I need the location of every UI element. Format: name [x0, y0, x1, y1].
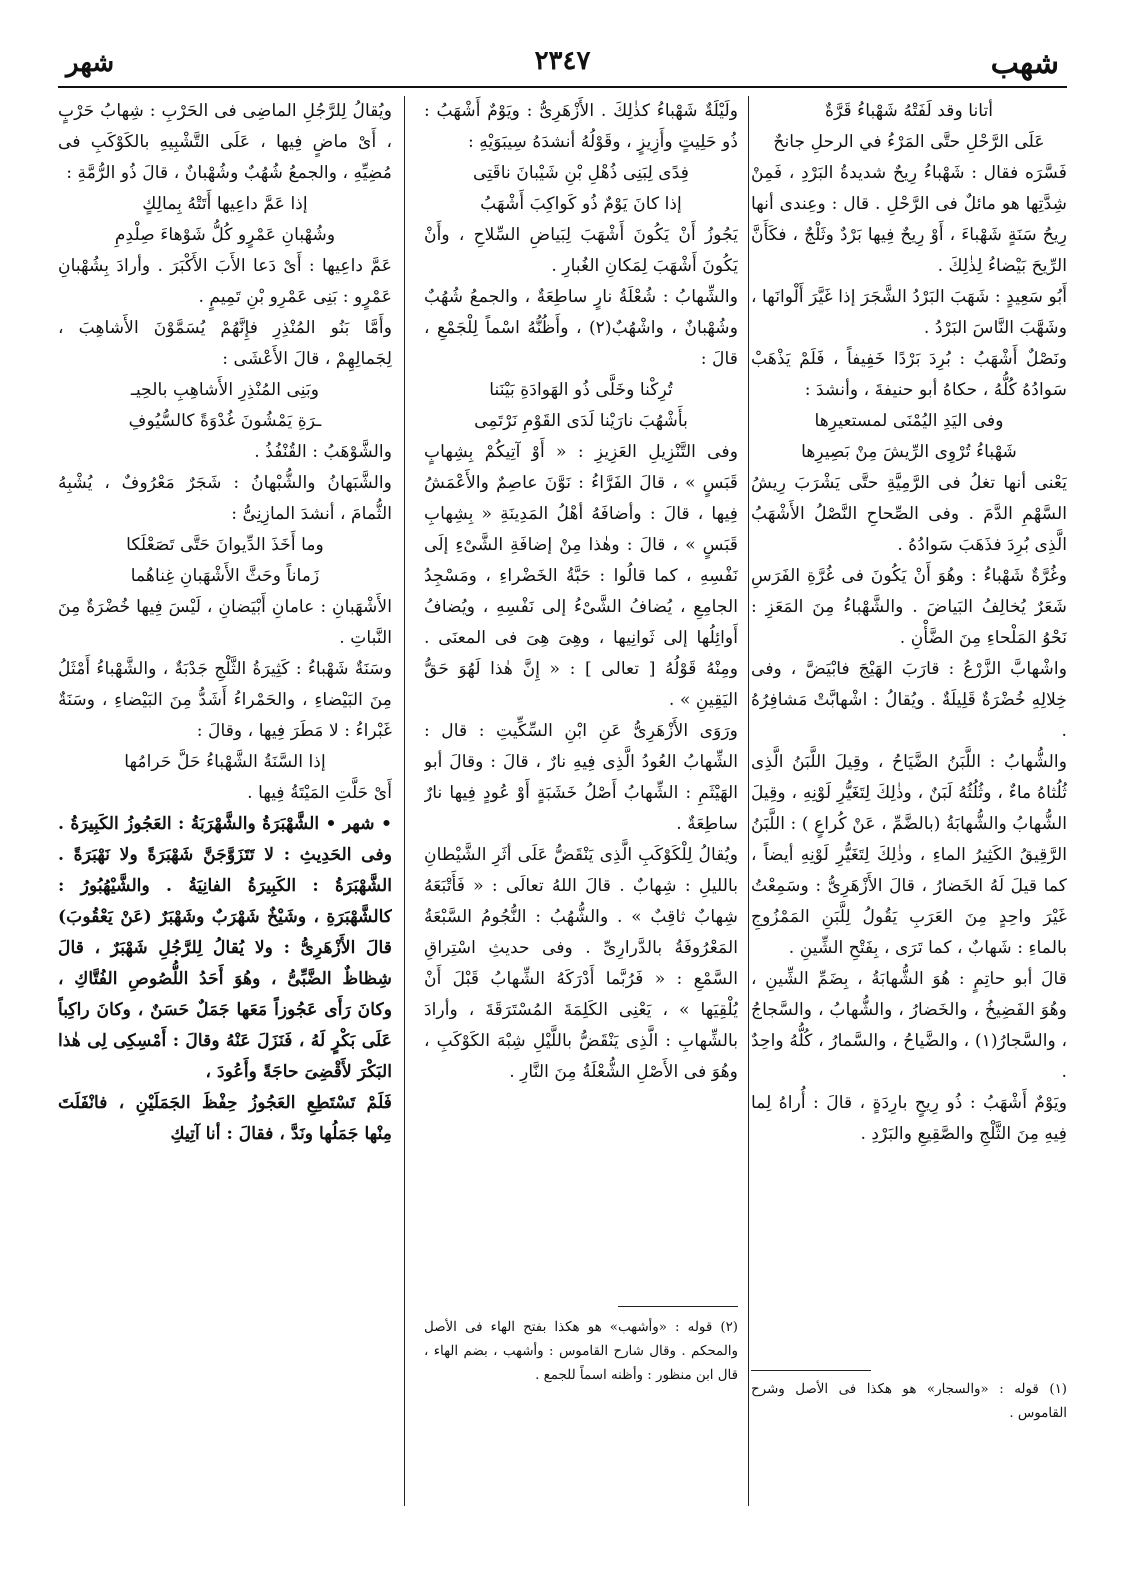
- page-number: ٢٣٤٧: [534, 46, 591, 76]
- paragraph: يَجُوزُ أَنْ يَكُونَ أَشْهَبَ لِبَياضِ السِّلاحِ ، وأَنْ يَكُونَ أَشْهَبَ لِمَكانِ الغُبارِ .: [424, 225, 738, 276]
- verse-line: إذا السَّنَةُ الشَّهْباءُ حَلَّ حَرامُها: [124, 752, 326, 772]
- verse-line: زَماناً وحَثَّ الأَشْهَبانِ غِناهُما: [130, 566, 320, 586]
- paragraph: وغُرَّةٌ شَهْباءُ : وهُوَ أَنْ يَكُونَ فى غُرَّةِ الفَرَسِ شَعَرٌ يُخالِفُ البَياضَ . والشَّهْباءُ مِنَ المَعَزِ : نَحْوُ المَلْحاءِ مِنَ الضَّأْنِ .: [751, 566, 1067, 648]
- paragraph: والشَّبَهانُ والشُّبْهانُ : شَجَرٌ مَعْرُوفٌ ، يُشْبِهُ الثُّمامَ ، أنشدَ المازِنِىُّ :: [58, 473, 392, 524]
- paragraph: واشْهابَّ الزَّرْعُ : قارَبَ الهَيْجَ فابْيَضَّ ، وفى خِلالِهِ خُضْرَةٌ قَلِيلَةٌ . ويُقالُ : اشْهابَّتْ مَشافِرُهُ .: [751, 659, 1067, 741]
- verse-line: بأَشْهُبَ نارَيْنا لَدَى القَوْمِ نَرْتَمِى: [474, 411, 688, 431]
- verse-line: وما أَخَذَ الدِّيوانَ حَتَّى تَصَعْلَكا: [126, 535, 324, 555]
- footnote: (١) قوله : «والسجار» هو هكذا فى الأصل وشرح القاموس .: [751, 1382, 1067, 1421]
- paragraph: قالَ أبو حاتِمٍ : هُوَ الشُّهابَةُ ، بِضَمِّ الشِّينِ ، وهُوَ الفَضِيخُ ، والخَضارُ ، والشُّهابُ ، والسَّجاجُ ، والسَّجارُ(١) ، والضَّياحُ ، والسَّمارُ ، كُلُّهُ واحِدٌ .: [751, 969, 1067, 1082]
- paragraph: ونَصْلٌ أَشْهَبُ : بُرِدَ بَرْدًا خَفِيفاً ، فَلَمْ يَذْهَبْ سَوادُهُ كُلُّهُ ، حكاهُ أبو حنيفةَ ، وأنشدَ :: [751, 349, 1067, 400]
- paragraph: أَىْ حَلَّتِ المَيْتَةُ فِيها .: [247, 783, 392, 803]
- paragraph: وسَنَةٌ شَهْباءُ : كَثِيرَةُ الثَّلْجِ جَدْبَةٌ ، والشَّهْباءُ أَمْثَلُ مِنَ البَيْضاءِ ، والحَمْراءُ أَشَدُّ مِنَ البَيْضاءِ ، وسَنَةٌ غَبْراءُ : لا مَطَرَ فِيها ، وقالَ :: [58, 659, 392, 741]
- column-left: [58, 96, 392, 1566]
- verse-line: ـرَةِ يَمْشُونَ غُدْوَةً كالسُّيُوفِ: [128, 411, 322, 431]
- root-word-right: شهب: [990, 46, 1059, 81]
- column-divider: [404, 96, 405, 1506]
- column-divider: [748, 96, 749, 1506]
- column-right: [751, 96, 1067, 1316]
- paragraph: ويُقالُ لِلرَّجُلِ الماضِى فى الحَرْبِ : شِهابُ حَرْبٍ ، أَىْ ماضٍ فِيها ، عَلَى التَّشْبِيهِ بالكَوْكَبِ فى مُضِيِّهِ ، والجمعُ شُهُبٌ وشُهْبانٌ ، قالَ ذُو الرُّمَّةِ :: [58, 101, 392, 183]
- paragraph: والشِّهابُ : شُعْلَةُ نارٍ ساطِعَةٌ ، والجمعُ شُهُبٌ وشُهْبانٌ ، واشْهُبٌ(٢) ، وأَظُنُّهُ اسْماً لِلْجَمْعِ ، قالَ :: [424, 287, 738, 369]
- paragraph: فَسَّرَه فقال : شَهْباءُ رِيحٌ شديدةُ البَرْدِ ، فَمِنْ شِدَّتِها هو مائلٌ فى الرَّحْلِ . قال : وعِندى أنها رِيحُ سَنَةٍ شَهْباءَ ، أَوْ رِيحٌ فِيها بَرْدٌ وثَلْجٌ ، فكَأَنَّ الرِّيحَ بَيْضاءُ لِذٰلِكَ .: [751, 163, 1067, 276]
- verse-line: وبَنِى المُنْذِرِ الأَشاهِبِ بالحِيـ: [130, 380, 320, 400]
- verse-line: وشُهْبانِ عَمْرٍو كُلُّ شَوْهاءَ صِلْدِمِ: [114, 225, 336, 245]
- footnote-rule: [751, 1370, 871, 1371]
- paragraph: أَبُو سَعِيدٍ : شَهَبَ البَرْدُ الشَّجَرَ إذا غَيَّرَ أَلْوانَها ، وشَهَّبَ النَّاسَ البَرْدُ .: [751, 287, 1067, 338]
- header-rule: [58, 86, 1067, 88]
- paragraph: والشُّهابُ : اللَّبَنُ الضَّيَاحُ ، وقِيلَ اللَّبَنُ الَّذِى ثُلُثاهُ ماءٌ ، وثُلُثُهُ لَبَنٌ ، وذٰلِكَ لِتَغَيُّرِ لَوْنِهِ ، وقِيلَ الشُّهابُ والشُّهابَةُ (بالضَّمِّ ، عَنْ كُراعٍ ) : اللَّبَنُ الرَّقِيقُ الكَثِيرُ الماءِ ، وذٰلِكَ لِتَغَيُّرِ لَوْنِهِ أيضاً ، كما قيلَ لَهُ الخَضارُ ، قالَ الأَزْهَرِىُّ : وسَمِعْتُ غَيْرَ واحِدٍ مِنَ العَرَبِ يَقُولُ لِلَّبَنِ المَمْزُوجِ بالماءِ : شَهابٌ ، كما تَرَى ، بِفَتْحِ الشِّينِ .: [751, 752, 1067, 958]
- page-header: [58, 42, 1067, 82]
- paragraph: فَلَمْ تَسْتَطِعِ العَجُوزُ حِفْظَ الجَمَلَيْنِ ، فانْفَلَتَ مِنْها جَمَلُها ونَدَّ ، فقالَ : أنا آتِيكِ: [58, 1093, 392, 1144]
- paragraph: عَمَّ داعِيها : أَىْ دَعا الأَبَ الأَكْبَرَ . وأرادَ بِشُهْبانِ عَمْرٍو : بَنِى عَمْرِو بْنِ تَمِيمٍ .: [58, 256, 392, 307]
- verse-line: أتانا وقد لَفَتْهُ شَهْباءُ قَرَّةٌ: [824, 101, 994, 121]
- paragraph: ولَيْلَةٌ شَهْباءُ كذٰلِكَ . الأَزْهَرِىُّ : ويَوْمٌ أَشْهَبُ : ذُو حَلِيتٍ وأَزِيزٍ ، وقَوْلُهُ أنشدَهُ سِيبَوَيْهِ :: [424, 101, 738, 152]
- verse-line: شَهْباءُ تُرْوِى الرِّيشَ مِنْ بَصِيرِها: [801, 442, 1017, 462]
- paragraph: والشَّوْهَبُ : القُنْفُذُ .: [254, 442, 392, 462]
- paragraph: وأَمَّا بَنُو المُنْذِرِ فإِنَّهُمْ يُسَمَّوْنَ الأَشاهِبَ ، لِجَمالِهِمْ ، قالَ الأَعْشَى :: [58, 318, 392, 369]
- verse-line: عَلَى الرَّحْلِ حتَّى المَرْءُ في الرحلِ جانحٌ: [773, 132, 1045, 152]
- verse-line: فِدًى لِبَنِى ذُهْلِ بْنِ شَيْبانَ ناقَتِى: [473, 163, 689, 183]
- paragraph: ورَوَى الأَزْهَرِىُّ عَنِ ابْنِ السِّكِّيتِ : قال : الشِّهابُ العُودُ الَّذِى فِيهِ نارٌ ، قالَ : وقالَ أبو الهَيْثَمِ : الشِّهابُ أَصْلُ خَشَبَةٍ أَوْ عُودٍ فِيها نارٌ ساطِعَةٌ .: [424, 721, 738, 834]
- entry-paragraph: • شهر • الشَّهْبَرَةُ والشَّهْرَبَةُ : العَجُوزُ الكَبِيرَةُ . وفى الحَدِيثِ : لا تَتَزَوَّجَنَّ شَهْبَرَةً ولا نَهْبَرَةً . الشَّهْبَرَةُ : الكَبِيرَةُ الفانِيَةُ . والشَّيْهُبُورُ : كالشَّهْبَرَةِ ، وشَيْخٌ شَهْرَبٌ وشَهْبَرٌ (عَنْ يَعْقُوبَ) قالَ الأَزْهَرِىُّ : ولا يُقالُ لِلرَّجُلِ شَهْبَرٌ ، قالَ شِظاظٌ الضَّبِّىُّ ، وهُوَ أَحَدُ اللُّصُوصِ الفُتَّاكِ ، وكانَ رَأَى عَجُوزاً مَعَها جَمَلٌ حَسَنٌ ، وكانَ راكِباً عَلَى بَكْرٍ لَهُ ، فَنَزَلَ عَنْهُ وقالَ : أَمْسِكِى لِى هٰذا البَكْرَ لأَقْضِىَ حاجَةً وأَعُودَ ،: [58, 814, 392, 1082]
- verse-line: إذا عَمَّ داعِيها أَتَتْهُ بِمالِكٍ: [142, 194, 308, 214]
- verse-line: إذا كانَ يَوْمٌ ذُو كَواكِبَ أَشْهَبُ: [480, 194, 682, 214]
- paragraph: ويَوْمٌ أَشْهَبُ : ذُو رِيحٍ بارِدَةٍ ، قالَ : أُراهُ لِما فِيهِ مِنَ الثَّلْجِ والصَّقِيعِ والبَرْدِ .: [751, 1093, 1067, 1144]
- paragraph: وفى التَّنْزِيلِ العَزِيزِ : « أَوْ آتِيكُمْ بِشِهابٍ قَبَسٍ » ، قالَ الفَرَّاءُ : نَوَّنَ عاصِمٌ والأَعْمَشُ فِيها ، قالَ : وأضافَهُ أهْلُ المَدِينَةِ « بِشِهابِ قَبَسٍ » ، قالَ : وهٰذا مِنْ إضافَةِ الشَّىْءِ إلَى نَفْسِهِ ، كما قالُوا : حَبَّةُ الخَضْراءِ ، ومَسْجِدُ الجامِعِ ، يُضافُ الشَّىْءُ إلى نَفْسِهِ ، ويُضافُ أَوائِلُها إلى ثَوانِيها ، وهِىَ هِىَ فى المعنَى . ومِنْهُ قَوْلُهُ [ تعالى ] : « إِنَّ هٰذا لَهُوَ حَقُّ اليَقِينِ » .: [424, 442, 738, 710]
- verse-line: تُرِكْنا وخَلَّى ذُو الهَوادَةِ بَيْنَنا: [489, 380, 673, 400]
- verse-line: وفى اليَدِ اليُمْنَى لمستعيرِها: [814, 411, 1004, 431]
- paragraph: ويُقالُ لِلْكَوْكَبِ الَّذِى يَنْقَضُّ عَلَى أثَرِ الشَّيْطانِ بالليلِ : شِهابٌ . قالَ اللهُ تعالَى : « فَأَتْبَعَهُ شِهابٌ ثاقِبٌ » . والشُّهُبُ : النُّجُومُ السَّبْعَةُ المَعْرُوفَةُ بالدَّرارِىِّ . وفى حديثِ اسْتِراقِ السَّمْعِ : « فَرُبَّما أَدْرَكَهُ الشِّهابُ قَبْلَ أَنْ يُلْقِيَها » ، يَعْنِى الكَلِمَةَ المُسْتَرَقَةَ ، وأرادَ بالشِّهابِ : الَّذِى يَنْقَضُّ باللَّيْلِ شِبْهَ الكَوْكَبِ ، وهُوَ فى الأَصْلِ الشُّعْلَةُ مِنَ النَّارِ .: [424, 845, 738, 1082]
- root-word-left: شهر: [66, 48, 115, 78]
- footnote-rule: [618, 1306, 738, 1307]
- paragraph: يَعْنى أنها تغلُ فى الرَّمِيَّةِ حتَّى يَشْرَبَ رِيشُ السَّهْمِ الدَّمَ . وفى الصِّحاحِ النَّصْلُ الأَشْهَبُ الَّذِى بُرِدَ فذَهَبَ سَوادُهُ .: [751, 473, 1067, 555]
- paragraph: الأَشْهَبانِ : عامانِ أَبْيَضانِ ، لَيْسَ فِيها خُضْرَةٌ مِنَ النَّباتِ .: [58, 597, 392, 648]
- footnote: (٢) قوله : «وأشهب» هو هكذا بفتح الهاء فى الأصل والمحكم . وقال شارح القاموس : وأشهب ، بضم الهاء ، قال ابن منظور : وأظنه اسماً للجمع .: [424, 1320, 738, 1383]
